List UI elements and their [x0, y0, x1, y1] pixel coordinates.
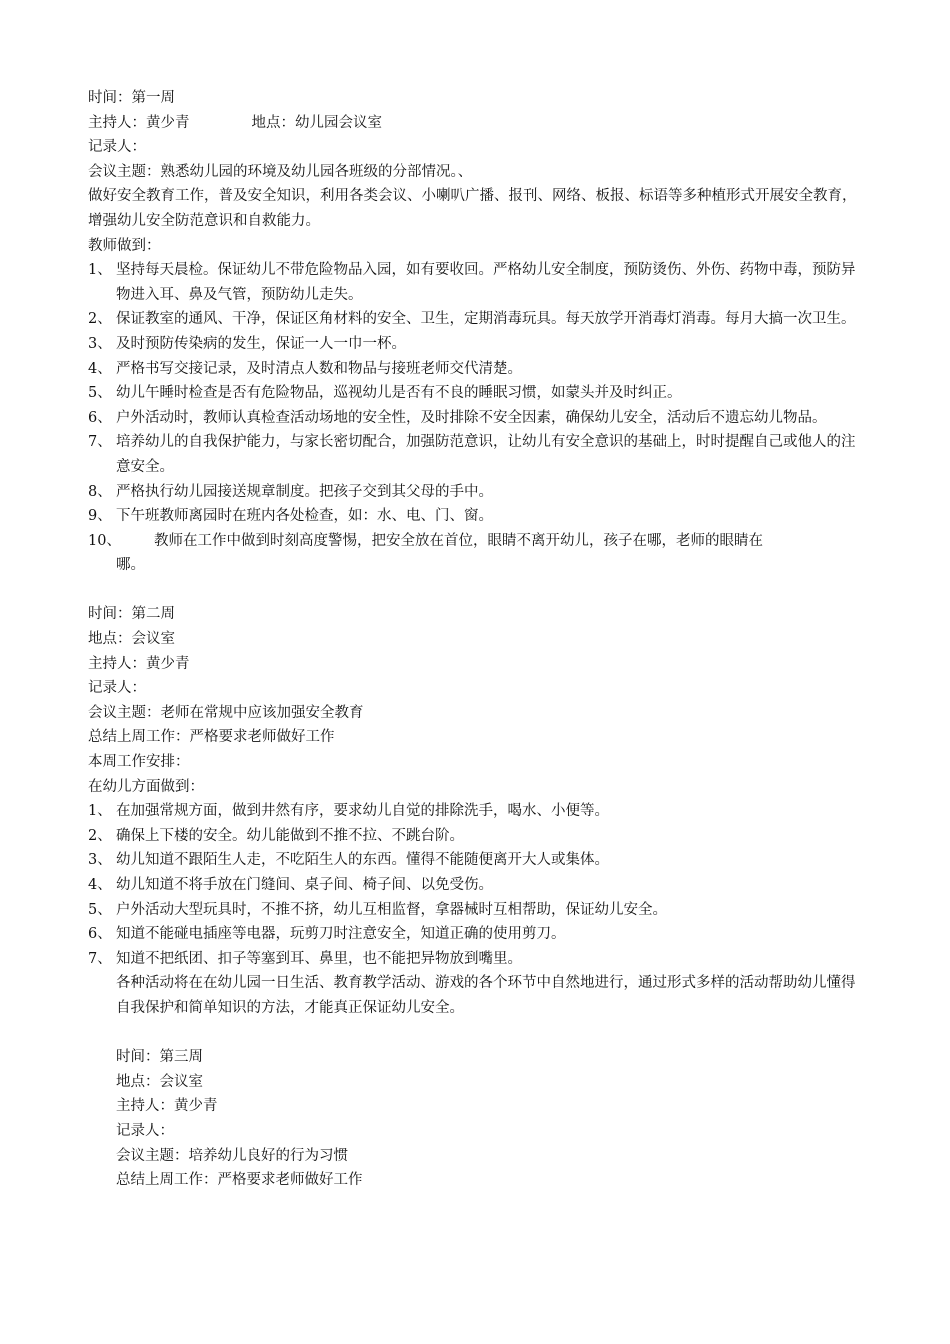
week1-host-row [88, 111, 868, 136]
week2-closing: 各种活动将在在幼儿园一日生活、教育教学活动、游戏的各个环节中自然地进行，通过形式多样的活动帮助幼儿懂得自我保护和简单知识的方法，才能真正保证幼儿安全。 [116, 975, 856, 1016]
week1-time: 时间：第一周 [88, 90, 175, 106]
list-item: 3、 幼儿知道不跟陌生人走，不吃陌生人的东西。懂得不能随便离开大人或集体。 [88, 852, 609, 869]
list-item: 9、 下午班教师离园时在班内各处检查，如：水、电、门、窗。 [88, 508, 493, 525]
week1-recorder: 记录人： [88, 139, 146, 156]
list-item: 4、 幼儿知道不将手放在门缝间、桌子间、椅子间、以免受伤。 [88, 877, 493, 893]
week3-section [88, 1045, 868, 1193]
list-item: 1、 坚持每天晨检。保证幼儿不带危险物品入园，如有要收回。严格幼儿安全制度，预防烫伤、外伤、药物中毒，预防异物进入耳、鼻及气管，预防幼儿走失。 [88, 262, 856, 303]
week2-host: 主持人：黄少青 [88, 655, 190, 672]
list-item: 2、 保证教室的通风、干净，保证区角材料的安全、卫生，定期消毒玩具。每天放学开消毒灯消毒。每月大搞一次卫生。 [88, 311, 856, 328]
week2-topic: 会议主题：老师在常规中应该加强安全教育 [88, 704, 364, 721]
week3-place: 地点：会议室 [116, 1073, 203, 1090]
list-item: 5、 幼儿午睡时检查是否有危险物品，巡视幼儿是否有不良的睡眠习惯，如蒙头并及时纠正。 [88, 385, 682, 402]
week2-place: 地点：会议室 [88, 631, 175, 648]
week2-recorder: 记录人： [88, 680, 146, 697]
list-item: 7、 知道不把纸团、扣子等塞到耳、鼻里，也不能把异物放到嘴里。 [88, 950, 522, 967]
list-item: 2、 确保上下楼的安全。幼儿能做到不推不拉、不跳台阶。 [88, 827, 464, 844]
week1-intro: 做好安全教育工作，普及安全知识，利用各类会议、小喇叭广播、报刊、网络、板报、标语等多种植形式开展安全教育，增强幼儿安全防范意识和自救能力。 [88, 188, 857, 229]
week1-host: 主持人：黄少青 [88, 114, 190, 131]
week2-list [88, 799, 868, 971]
week1-place: 地点：幼儿园会议室 [251, 114, 382, 131]
week2-plan: 本周工作安排： [88, 754, 190, 771]
list-item: 7、 培养幼儿的自我保护能力，与家长密切配合，加强防范意识，让幼儿有安全意识的基础上，时时提醒自己或他人的注意安全。 [88, 434, 856, 475]
list-item: 8、 严格执行幼儿园接送规章制度。把孩子交到其父母的手中。 [88, 483, 493, 500]
week1-list [88, 258, 868, 578]
week1-topic: 会议主题：熟悉幼儿园的环境及幼儿园各班级的分部情况。、 [88, 163, 473, 180]
week2-time: 时间：第二周 [88, 606, 175, 623]
list-item: 3、 及时预防传染病的发生，保证一人一巾一杯。 [88, 335, 406, 352]
week3-recorder: 记录人： [116, 1122, 174, 1139]
list-item: 6、 知道不能碰电插座等电器，玩剪刀时注意安全，知道正确的使用剪刀。 [88, 926, 566, 943]
week1-teacher-heading: 教师做到： [88, 237, 161, 254]
week3-host: 主持人：黄少青 [116, 1098, 218, 1115]
week2-child-heading: 在幼儿方面做到： [88, 778, 204, 795]
list-item: 1、 在加强常规方面，做到井然有序，要求幼儿自觉的排除洗手，喝水、小便等。 [88, 803, 609, 820]
document-page [88, 86, 868, 1193]
week3-time: 时间：第三周 [116, 1049, 203, 1066]
list-item: 10、 教师在工作中做到时刻高度警惕，把安全放在首位，眼睛不离开幼儿，孩子在哪，老师的眼睛在 哪。 [88, 529, 868, 578]
item10-line2: 哪。 [116, 557, 145, 574]
week2-summary: 总结上周工作：严格要求老师做好工作 [88, 729, 335, 746]
list-item: 4、 严格书写交接记录，及时清点人数和物品与接班老师交代清楚。 [88, 360, 522, 377]
list-item: 6、 户外活动时，教师认真检查活动场地的安全性，及时排除不安全因素，确保幼儿安全，活动后不遗忘幼儿物品。 [88, 409, 827, 426]
list-item: 5、 户外活动大型玩具时，不推不挤，幼儿互相监督，拿器械时互相帮助，保证幼儿安全。 [88, 901, 667, 918]
item10-line1: 教师在工作中做到时刻高度警惕，把安全放在首位，眼睛不离开幼儿，孩子在哪，老师的眼睛在 [154, 532, 763, 549]
week3-summary: 总结上周工作：严格要求老师做好工作 [116, 1172, 363, 1189]
week3-topic: 会议主题：培养幼儿良好的行为习惯 [116, 1147, 348, 1164]
